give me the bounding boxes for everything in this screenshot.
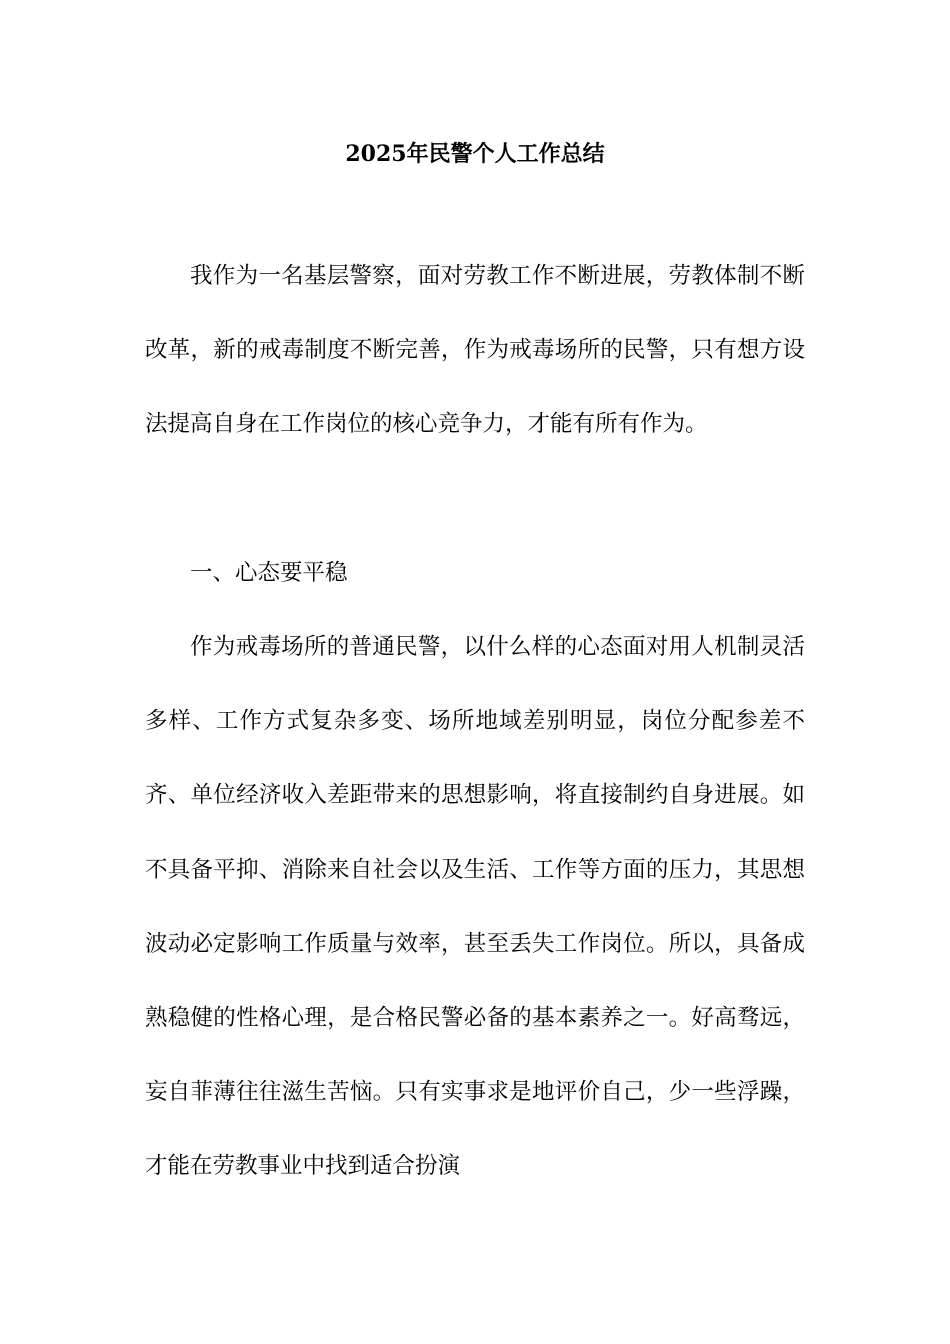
section-paragraph: 作为戒毒场所的普通民警，以什么样的心态面对用人机制灵活多样、工作方式复杂多变、场所地域差别明显，岗位分配参差不齐、单位经济收入差距带来的思想影响，将直接制约自身进展。如不具备平抑、消除来自社会以及生活、工作等方面的压力，其思想波动必定影响工作质量与效率，甚至丢失工作岗位。所以，具备成熟稳健的性格心理，是合格民警必备的基本素养之一。好高骛远，妄自菲薄往往滋生苦恼。只有实事求是地评价自己，少一些浮躁，才能在劳教事业中找到适合扮演 — [145, 634, 805, 1180]
intro-paragraph: 我作为一名基层警察，面对劳教工作不断进展，劳教体制不断改革，新的戒毒制度不断完善，作为戒毒场所的民警，只有想方设法提高自身在工作岗位的核心竞争力，才能有所有作为。 — [145, 263, 805, 438]
document-title: 2025年民警个人工作总结 — [345, 141, 605, 167]
section-heading: 一、心态要平稳 — [190, 560, 348, 586]
